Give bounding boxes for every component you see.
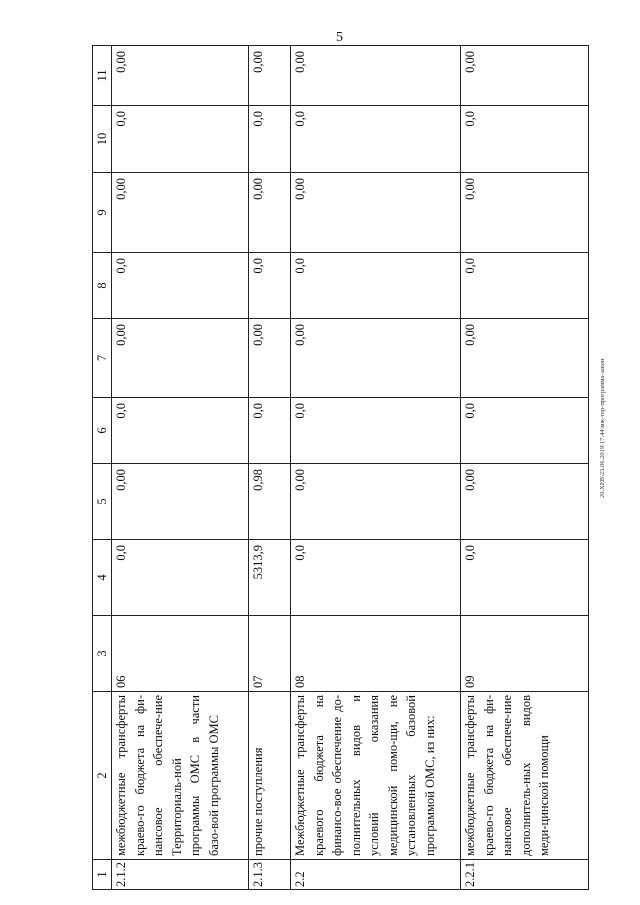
value-cell: 0,0 (112, 540, 249, 616)
header-cell: 3 (93, 616, 112, 692)
value-cell: 0,0 (249, 398, 291, 464)
header-cell: 1 (93, 860, 112, 890)
header-cell: 2 (93, 692, 112, 860)
value-cell: 0,00 (112, 173, 249, 253)
header-cell: 6 (93, 398, 112, 464)
header-cell: 4 (93, 540, 112, 616)
value-cell: 0,98 (249, 464, 291, 540)
line-code: 07 (249, 616, 291, 692)
value-cell: 0,00 (461, 173, 589, 253)
value-cell: 0,00 (249, 46, 291, 106)
value-cell: 0,0 (461, 106, 589, 173)
value-cell: 0,0 (112, 253, 249, 319)
header-cell: 11 (93, 46, 112, 106)
row-code: 2.2.1 (461, 860, 589, 890)
document-reference: 20.ХЕВ\23.06.2019\17.44\мж-тер-программа-закон (599, 358, 606, 498)
value-cell: 0,0 (291, 398, 461, 464)
row-name: прочие поступления (249, 692, 291, 860)
value-cell: 0,00 (112, 464, 249, 540)
table-row (461, 46, 589, 890)
value-cell: 0,0 (461, 253, 589, 319)
header-cell: 9 (93, 173, 112, 253)
line-code: 09 (461, 616, 589, 692)
value-cell: 0,00 (291, 464, 461, 540)
value-cell: 0,0 (249, 106, 291, 173)
data-table (92, 45, 589, 890)
row-name: межбюджетные трансферты краево-го бюджета на фи-нансовое обеспече-ние Территориаль-ной программы ОМС в части базо-вой программы ОМС (112, 692, 249, 860)
table-header-row (93, 46, 112, 890)
value-cell: 0,00 (249, 319, 291, 398)
row-code: 2.1.3 (249, 860, 291, 890)
value-cell: 5313,9 (249, 540, 291, 616)
value-cell: 0,00 (112, 46, 249, 106)
header-cell: 10 (93, 106, 112, 173)
table-row (112, 46, 249, 890)
header-cell: 8 (93, 253, 112, 319)
header-cell: 5 (93, 464, 112, 540)
line-code: 06 (112, 616, 249, 692)
row-name: межбюджетные трансферты краево-го бюджета на фи-нансовое обеспече-ние дополнитель-ных видов меди-цинской помощи (461, 692, 589, 860)
value-cell: 0,00 (461, 464, 589, 540)
value-cell: 0,00 (291, 173, 461, 253)
value-cell: 0,0 (461, 540, 589, 616)
value-cell: 0,00 (461, 319, 589, 398)
line-code: 08 (291, 616, 461, 692)
row-code: 2.1.2 (112, 860, 249, 890)
value-cell: 0,0 (461, 398, 589, 464)
value-cell: 0,00 (291, 319, 461, 398)
value-cell: 0,00 (112, 319, 249, 398)
value-cell: 0,0 (291, 253, 461, 319)
row-code: 2.2 (291, 860, 461, 890)
table-row (291, 46, 461, 890)
table-row (249, 46, 291, 890)
rotated-table-container (92, 46, 587, 890)
page-number: 5 (336, 30, 343, 45)
value-cell: 0,0 (291, 106, 461, 173)
header-cell: 7 (93, 319, 112, 398)
value-cell: 0,00 (249, 173, 291, 253)
value-cell: 0,0 (112, 106, 249, 173)
value-cell: 0,0 (249, 253, 291, 319)
value-cell: 0,0 (291, 540, 461, 616)
value-cell: 0,00 (291, 46, 461, 106)
row-name: Межбюджетные трансферты краевого бюджета на финансо-вое обеспечение до-полнительных видов и условий оказания медицинской помо-щи, не установленных базовой программой ОМС, из них: (291, 692, 461, 860)
value-cell: 0,00 (461, 46, 589, 106)
value-cell: 0,0 (112, 398, 249, 464)
